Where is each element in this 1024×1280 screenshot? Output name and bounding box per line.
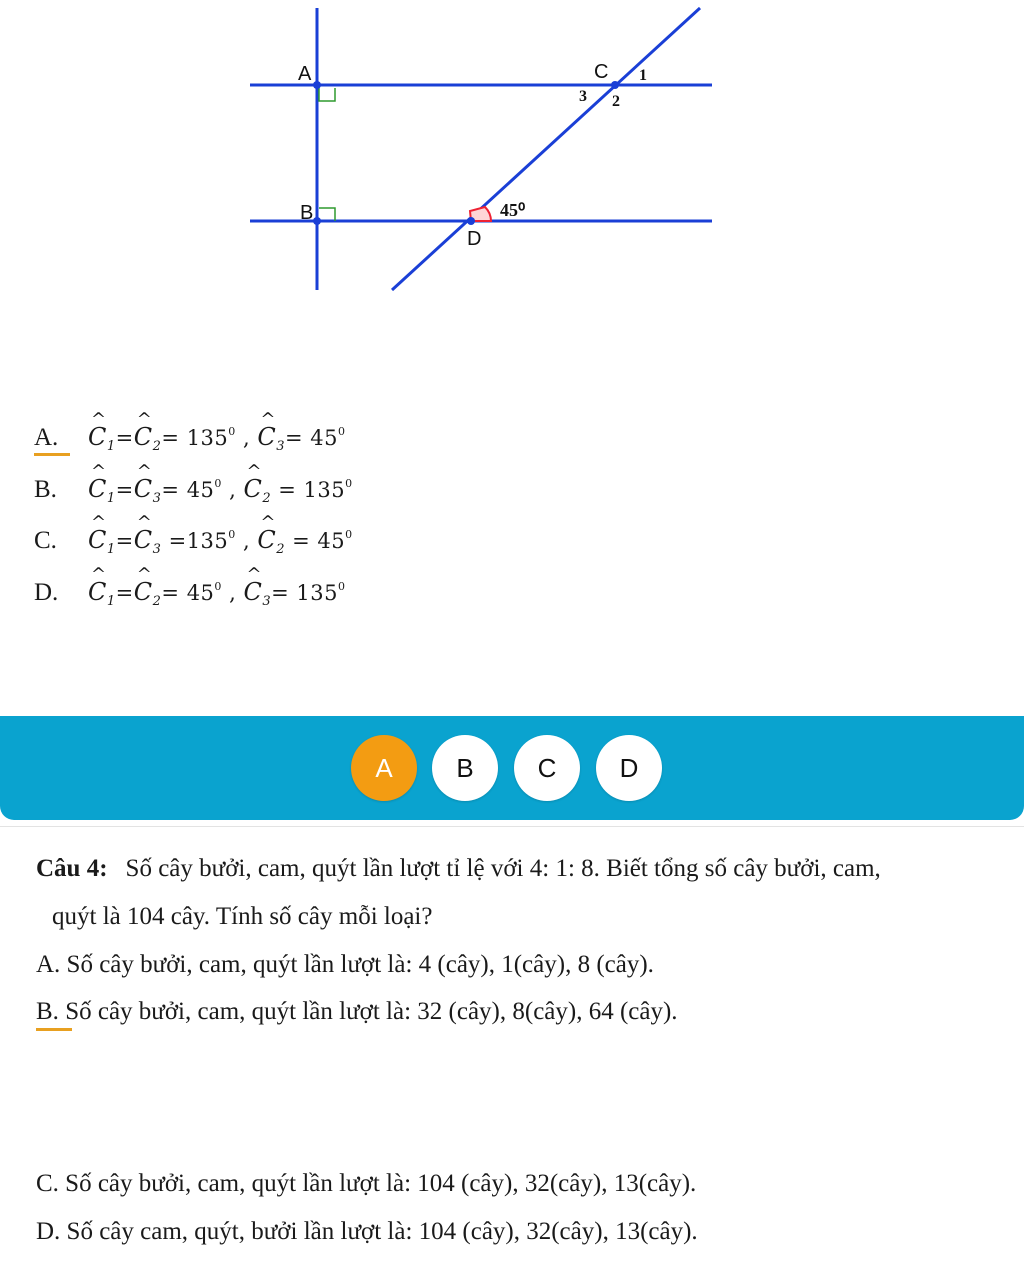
angle-label-1: 1: [639, 67, 647, 84]
answer-button-b[interactable]: B: [432, 735, 498, 801]
right-angle-b: [319, 208, 335, 221]
question-4-option-b: [36, 998, 678, 1026]
option-letter: C.: [34, 527, 57, 554]
question-4-text-line2: quýt là 104 cây. Tính số cây mỗi loại?: [52, 903, 433, 930]
question-4-text-line1: [36, 855, 881, 883]
option-expression: ^ $C_1=\^{}$ $C_2= 135^0$ , ^ $C_3= 45^0$: [88, 423, 345, 454]
answer-bar: [0, 716, 1024, 820]
option-expression: ^ $C_1=\^{}$ $C_2= 45^0$ , ^ $C_3= 135^0$: [88, 578, 345, 609]
option-expression: ^ $C_1=\^{}$ $C_3= 45^0$ , ^ $C_2 = 135^0$: [88, 475, 353, 506]
question-4-label: Câu 4:: [36, 855, 108, 882]
question-4-card: [0, 826, 1024, 1280]
option-row-c: [34, 521, 353, 561]
answer-button-c[interactable]: C: [514, 735, 580, 801]
angle-label-3: 3: [579, 88, 587, 105]
answer-button-a[interactable]: A: [351, 735, 417, 801]
option-row-d: [34, 573, 345, 613]
option-letter: B.: [34, 476, 57, 503]
option-b-letter: B.: [36, 998, 59, 1025]
angle-45-label: 45⁰: [500, 200, 526, 220]
label-c: C: [594, 61, 609, 83]
option-row-a: [34, 418, 345, 458]
point-a: [313, 81, 321, 89]
label-a: A: [298, 63, 312, 85]
transversal-cd: [392, 8, 700, 290]
label-d: D: [467, 228, 482, 250]
point-b: [313, 217, 321, 225]
option-letter: D.: [34, 579, 59, 606]
point-c: [611, 81, 619, 89]
option-letter: A.: [34, 424, 88, 452]
angle-label-2: 2: [612, 93, 620, 110]
point-d: [467, 217, 475, 225]
answer-button-d[interactable]: D: [596, 735, 662, 801]
geometry-figure: [240, 0, 720, 300]
question-4-option-a: A. Số cây bưởi, cam, quýt lần lượt là: 4 (cây), 1(cây), 8 (cây).: [36, 951, 654, 978]
option-row-b: [34, 470, 353, 510]
question-4-text: Số cây bưởi, cam, quýt lần lượt tỉ lệ với 4: 1: 8. Biết tổng số cây bưởi, cam,: [125, 855, 881, 882]
question-4-option-c: C. Số cây bưởi, cam, quýt lần lượt là: 104 (cây), 32(cây), 13(cây).: [36, 1170, 697, 1197]
right-angle-a: [319, 88, 335, 101]
label-b: B: [300, 202, 314, 224]
option-b-text: Số cây bưởi, cam, quýt lần lượt là: 32 (cây), 8(cây), 64 (cây).: [58, 998, 678, 1025]
option-expression: ^ $C_1=\^{}$ $C_3 =135^0$ , ^ $C_2 = 45^0$: [88, 526, 353, 557]
question-4-option-d: D. Số cây cam, quýt, bưởi lần lượt là: 104 (cây), 32(cây), 13(cây).: [36, 1218, 698, 1245]
